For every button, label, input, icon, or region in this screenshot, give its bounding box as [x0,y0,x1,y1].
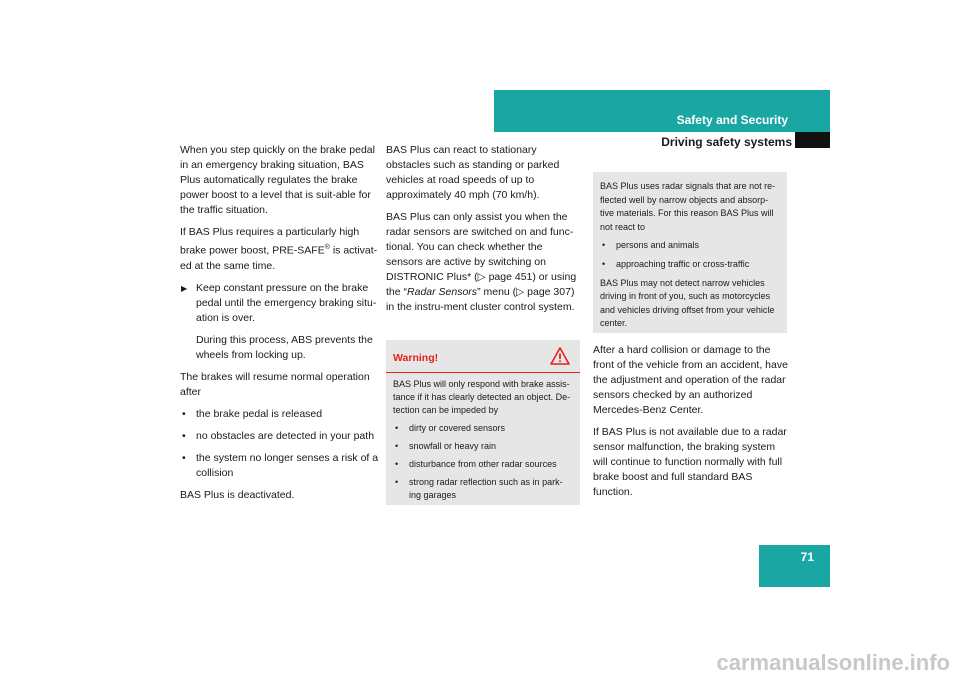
list-item: • approaching traffic or cross-traffic [600,258,780,272]
list-item: • no obstacles are detected in your path [180,429,380,444]
header-marker [795,132,830,148]
deactivated-paragraph: BAS Plus is deactivated. [180,488,295,501]
list-item: • strong radar reflection such as in park-ing garages [393,476,573,502]
list-item: • dirty or covered sensors [393,422,573,435]
footer-watermark: carmanualsonline.info [716,650,950,675]
note-body [593,172,787,331]
menu-name: Radar Sensors [407,286,478,298]
note-text-2: BAS Plus may not detect narrow vehicles driving in front of you, such as motorcycles and vehicles driving offset from your vehicle center. [600,277,775,329]
warning-header [386,340,580,373]
warning-body [386,373,580,502]
section-title: Safety and Security [676,113,788,127]
list-item: • persons and animals [600,239,780,253]
subsection-title: Driving safety systems [661,135,792,149]
page-number: 71 [800,550,814,564]
instruction-note: During this process, ABS prevents the wheels from locking up. [196,333,373,361]
collision-paragraph: After a hard collision or damage to the front of the vehicle from an accident, have the adjustment and operation of the radar sensors checked by an authorized Mercedes-Benz Center. [593,344,788,416]
list-item: • the brake pedal is released [180,407,380,422]
warning-box [386,340,580,505]
instruction-step: ▶ Keep constant pressure on the brake pedal until the emergency braking situ-ation is over. [180,281,380,326]
warning-text: BAS Plus will only respond with brake assis-tance if it has clearly detected an object. De-tection can be impeded by [393,379,571,415]
page-ref-icon: ▷ [516,286,525,298]
page-reference-link[interactable]: page 307 [527,286,571,298]
intro-paragraph: When you step quickly on the brake pedal in an emergency braking situation, BAS Plus automatically regulates the brake power boost to a level that is suit-able for the traffic situation. [180,144,375,216]
page-number-box [759,545,830,587]
list-item: • snowfall or heavy rain [393,440,573,453]
header-band [494,90,830,132]
radar-sensors-paragraph: BAS Plus can only assist you when the radar sensors are switched on and func-tional. You can check whether the sensors are active by switching on DISTRONIC Plus* (▷ page 451) or using the “Radar Sensors” menu (▷ page 307) in the instru-ment cluster control system. [386,211,577,313]
pre-safe-paragraph: If BAS Plus requires a particularly high brake power boost, PRE-SAFE® is activat-ed at the same time. [180,226,378,272]
note-text: BAS Plus uses radar signals that are not re-flected well by narrow objects and absorp-tive materials. For this reason BAS Plus will not react to [600,181,776,232]
resume-paragraph: The brakes will resume normal operation after [180,370,370,398]
note-box [593,172,787,333]
malfunction-paragraph: If BAS Plus is not available due to a radar sensor malfunction, the braking system will continue to function normally with full brake boost and full standard BAS function. [593,426,787,498]
page-reference-link[interactable]: page 451 [488,271,533,283]
stationary-obstacles-paragraph: BAS Plus can react to stationary obstacles such as standing or parked vehicles at road speeds of up to approximately 40 mph (70 km/h). [386,144,560,201]
list-item: • the system no longer senses a risk of a collision [180,451,380,481]
warning-title: Warning! [393,352,439,364]
column-middle [386,143,582,322]
registered-mark: ® [324,244,330,251]
column-right [593,343,789,507]
column-left [180,143,380,510]
list-item: • disturbance from other radar sources [393,458,573,471]
page-ref-icon: ▷ [477,271,486,283]
warning-triangle-icon [550,347,570,365]
